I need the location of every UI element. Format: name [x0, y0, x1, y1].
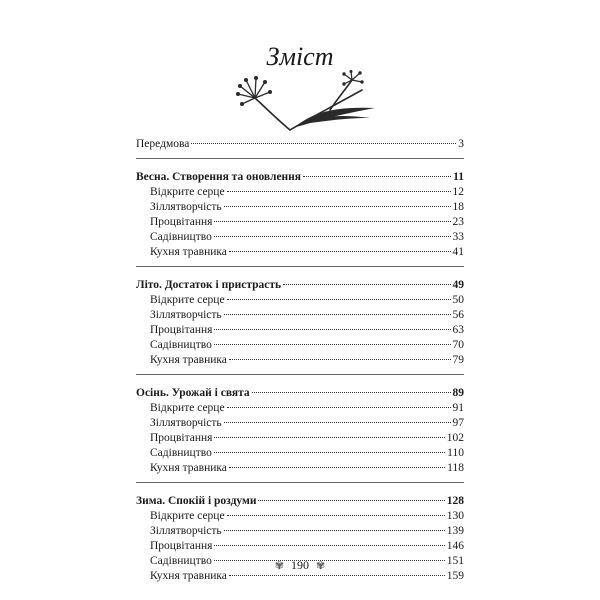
toc-chapter-row [136, 277, 464, 293]
toc-chapter-row [136, 385, 464, 401]
dot-leader [227, 299, 451, 300]
page-title: Зміст [266, 42, 334, 71]
toc-entry-row [136, 353, 464, 368]
dot-leader [252, 392, 451, 393]
toc-entry-page: 118 [447, 462, 464, 474]
toc-entry-label: Кухня травника [150, 462, 227, 474]
dot-leader [224, 206, 451, 207]
toc-entry-page: 79 [452, 354, 464, 366]
toc-entry-label: Відкрите серце [150, 186, 225, 198]
toc-entry-page: 128 [446, 495, 464, 507]
toc-entry-row [136, 509, 464, 524]
toc-entry-page: 23 [452, 216, 464, 228]
dot-leader [258, 500, 444, 501]
toc-entry-page: 130 [446, 510, 464, 522]
toc-entry-page: 18 [452, 201, 464, 213]
dot-leader [214, 437, 444, 438]
toc-entry-page: 56 [452, 309, 464, 321]
toc-entry-label: Зіллятворчість [150, 525, 222, 537]
toc-entry-label: Зіллятворчість [150, 201, 222, 213]
dot-leader [214, 221, 450, 222]
dot-leader [191, 143, 456, 144]
toc-entry-label: Процвітання [150, 324, 213, 336]
toc-entry-page: 159 [446, 570, 464, 582]
toc-entry-page: 12 [452, 186, 464, 198]
toc-entry-row [136, 539, 464, 554]
toc-section [136, 374, 464, 476]
toc-section [136, 266, 464, 368]
dot-leader [227, 407, 451, 408]
toc-entry-row [136, 215, 464, 230]
toc-entry-label: Садівництво [150, 231, 212, 243]
toc-entry-page: 89 [452, 387, 464, 399]
toc-entry-label: Зіллятворчість [150, 309, 222, 321]
dot-leader [224, 422, 451, 423]
dandelion-sprig-icon [230, 70, 380, 134]
dot-leader [214, 545, 444, 546]
toc-entry-label: Зіллятворчість [150, 417, 222, 429]
toc-entry-label: Зима. Спокій і роздуми [136, 495, 257, 507]
toc-entry-row [136, 137, 464, 152]
toc-entry-label: Процвітання [150, 216, 213, 228]
dot-leader [227, 191, 451, 192]
toc-entry-label: Процвітання [150, 432, 213, 444]
dot-leader [303, 176, 451, 177]
toc-entry-row [136, 338, 464, 353]
toc-entry-page: 63 [452, 324, 464, 336]
toc-entry-row [136, 293, 464, 308]
toc-entry-page: 50 [452, 294, 464, 306]
toc-entry-row [136, 200, 464, 215]
toc-entry-row [136, 323, 464, 338]
toc-entry-label: Відкрите серце [150, 402, 225, 414]
dot-leader [214, 344, 451, 345]
toc-chapter-row [136, 169, 464, 185]
dot-leader [227, 515, 445, 516]
toc-entry-page: 151 [446, 555, 464, 567]
toc-entry-label: Осінь. Урожай і свята [136, 387, 250, 399]
dot-leader [224, 314, 451, 315]
toc-entry-label: Кухня травника [150, 354, 227, 366]
toc-entry-row [136, 401, 464, 416]
toc-entry-label: Відкрите серце [150, 510, 225, 522]
toc-entry-label: Садівництво [150, 555, 212, 567]
dot-leader [229, 359, 451, 360]
toc-entry-label: Кухня травника [150, 570, 227, 582]
toc-entry-page: 41 [452, 246, 464, 258]
toc-entry-page: 11 [453, 171, 464, 183]
toc-entry-page: 139 [446, 525, 464, 537]
toc-entry-page: 70 [452, 339, 464, 351]
dot-leader [224, 530, 445, 531]
toc-entry-row [136, 446, 464, 461]
toc-entry-label: Садівництво [150, 339, 212, 351]
dot-leader [214, 236, 451, 237]
toc-entry-row [136, 524, 464, 539]
dot-leader [214, 452, 445, 453]
toc-section [136, 137, 464, 152]
dot-leader [229, 575, 445, 576]
toc-entry-label: Садівництво [150, 447, 212, 459]
dot-leader [214, 329, 450, 330]
toc-entry-label: Весна. Створення та оновлення [136, 171, 302, 183]
toc-entry-label: Передмова [136, 138, 190, 150]
dot-leader [229, 467, 445, 468]
toc-entry-page: 110 [447, 447, 464, 459]
toc-entry-label: Процвітання [150, 540, 213, 552]
toc-entry-row [136, 461, 464, 476]
dot-leader [283, 284, 450, 285]
toc-entry-page: 146 [446, 540, 464, 552]
dot-leader [229, 251, 451, 252]
toc-entry-page: 97 [452, 417, 464, 429]
floral-ornament-icon: ✾ [274, 560, 284, 572]
toc-chapter-row [136, 493, 464, 509]
toc-entry-label: Відкрите серце [150, 294, 225, 306]
toc-entry-page: 3 [458, 138, 464, 150]
toc-entry-row [136, 431, 464, 446]
toc-section [136, 158, 464, 260]
toc-entry-page: 49 [452, 279, 464, 291]
page-footer [0, 558, 600, 573]
toc-entry-row [136, 185, 464, 200]
toc-entry-page: 33 [452, 231, 464, 243]
toc-entry-row [136, 230, 464, 245]
toc-entry-label: Літо. Достаток і пристрасть [136, 279, 282, 291]
toc-entry-label: Кухня травника [150, 246, 227, 258]
toc-entry-page: 102 [446, 432, 464, 444]
footer-page-number: 190 [291, 558, 309, 572]
toc-entry-row [136, 245, 464, 260]
toc-entry-row [136, 416, 464, 431]
toc-entry-page: 91 [452, 402, 464, 414]
floral-ornament-icon: ✾ [316, 560, 326, 572]
toc-entry-row [136, 308, 464, 323]
table-of-contents [136, 137, 464, 584]
